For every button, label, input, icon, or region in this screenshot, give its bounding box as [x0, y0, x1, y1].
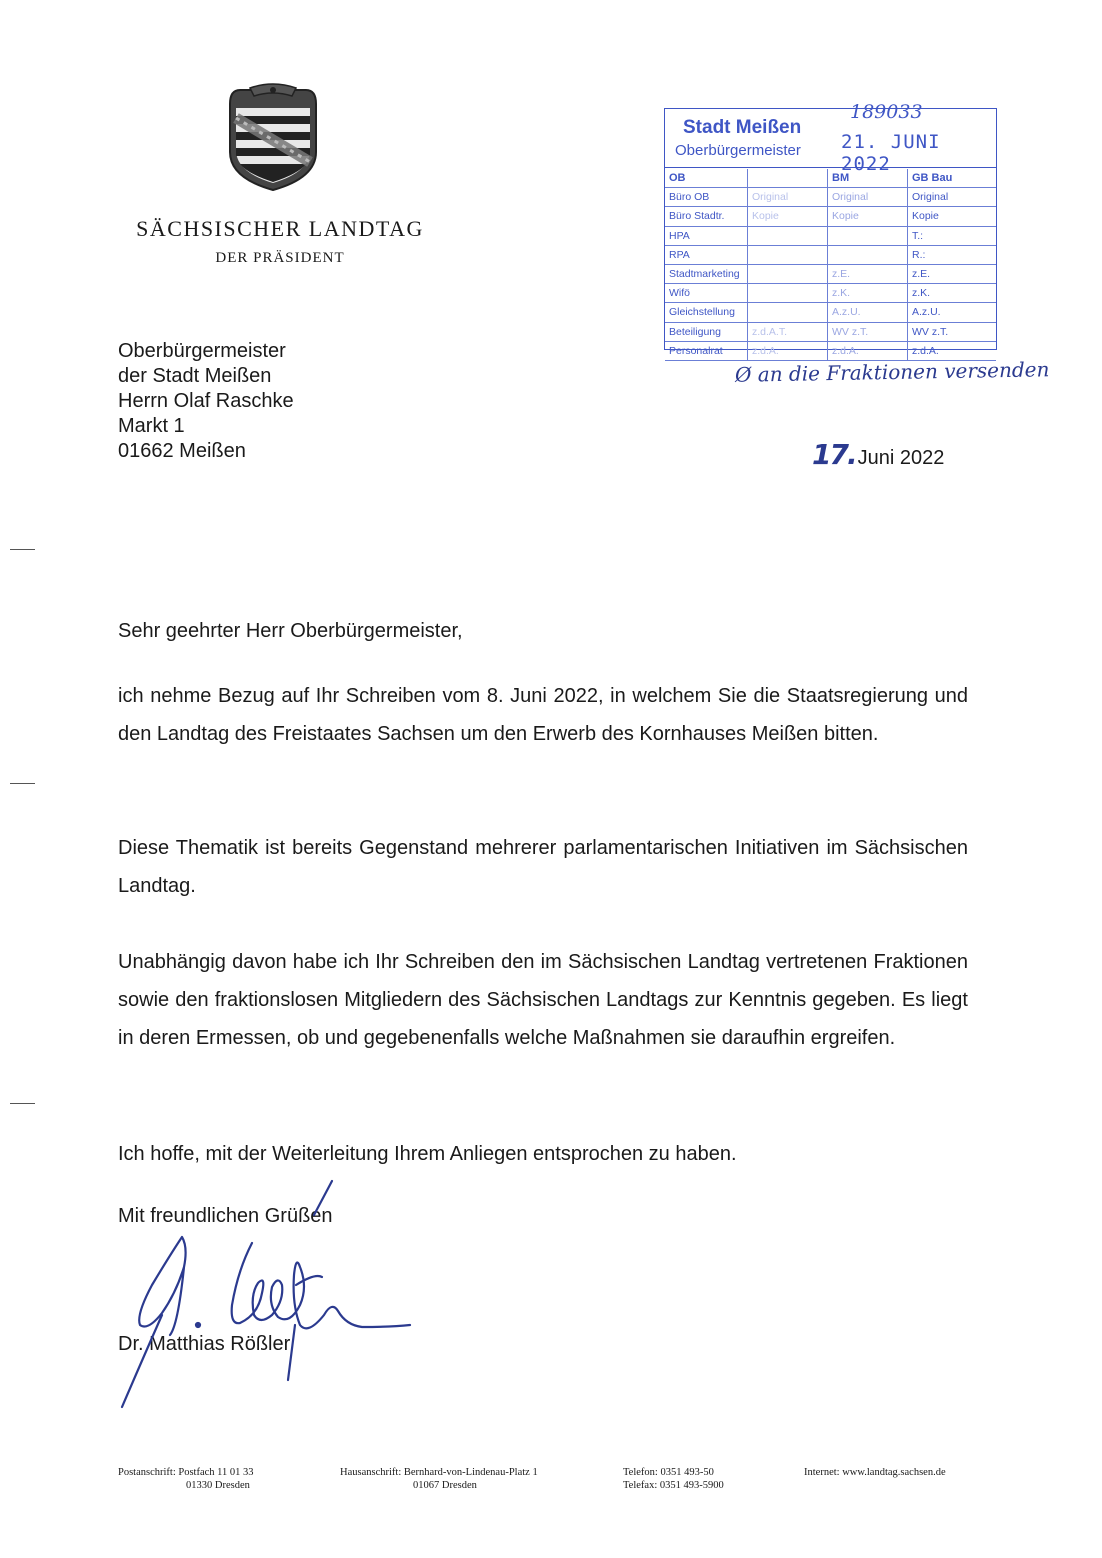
- handwritten-day: 17.: [812, 438, 856, 471]
- stamp-cell: z.E.: [908, 264, 997, 283]
- stamp-row: [665, 341, 996, 360]
- stamp-cell: Original: [828, 188, 908, 207]
- stamp-cell: Kopie: [748, 207, 828, 226]
- stamp-cell: HPA: [665, 226, 748, 245]
- footer-phone-number: Telefon: 0351 493-50: [623, 1467, 714, 1478]
- footer-value: Postfach 11 01 33: [178, 1467, 254, 1478]
- letter-date: [812, 438, 944, 471]
- stamp-cell: [748, 264, 828, 283]
- stamp-row: [665, 226, 996, 245]
- stamp-cell: Kopie: [908, 207, 997, 226]
- handwritten-signature: [100, 1175, 420, 1410]
- handwritten-annotation: Ø an die Fraktionen versenden: [734, 357, 1050, 387]
- stamp-cell: Kopie: [828, 207, 908, 226]
- organization-name: SÄCHSISCHER LANDTAG: [136, 216, 424, 241]
- footer-value: 01067 Dresden: [413, 1480, 477, 1491]
- address-line: Markt 1: [118, 415, 185, 437]
- stamp-cell: z.E.: [828, 264, 908, 283]
- stamp-cell: Stadtmarketing: [665, 264, 748, 283]
- body-paragraph: Unabhängig davon habe ich Ihr Schreiben den im Sächsischen Landtag vertretenen Fraktionen sowie den fraktionslosen Mitgliedern des Sächsischen Landtags zur Kenntnis gegeben. Es liegt in deren Ermessen, ob und gegebenenfalls welche Maßnahmen sie daraufhin ergreifen.: [118, 951, 968, 1049]
- stamp-row: [665, 245, 996, 264]
- footer-value: 01330 Dresden: [186, 1480, 250, 1491]
- stamp-row: [665, 207, 996, 226]
- stamp-cell: Büro Stadtr.: [665, 207, 748, 226]
- stamp-cell: Büro OB: [665, 188, 748, 207]
- fold-mark-top: [10, 549, 35, 550]
- address-line: Herrn Olaf Raschke: [118, 390, 294, 412]
- address-line: 01662 Meißen: [118, 440, 246, 462]
- office-name: DER PRÄSIDENT: [215, 250, 345, 266]
- fold-mark-middle: [10, 783, 35, 784]
- received-stamp: [664, 101, 997, 357]
- stamp-cell: z.d.A.: [748, 341, 828, 360]
- stamp-cell: A.z.U.: [828, 303, 908, 322]
- signer-name: Dr. Matthias Rößler: [118, 1333, 291, 1355]
- stamp-header-cell: OB: [665, 169, 748, 188]
- stamp-cell: T.:: [908, 226, 997, 245]
- footer-house-address: [340, 1466, 538, 1492]
- stamp-cell: Personalrat: [665, 341, 748, 360]
- body-paragraph: ich nehme Bezug auf Ihr Schreiben vom 8. Juni 2022, in welchem Sie die Staatsregierung und den Landtag des Freistaates Sachsen um den Erwerb des Kornhauses Meißen bitten.: [118, 685, 968, 745]
- footer-value: Bernhard-von-Lindenau-Platz 1: [403, 1467, 538, 1478]
- stamp-cell: Gleichstellung: [665, 303, 748, 322]
- stamp-header-cell: GB Bau: [908, 169, 997, 188]
- address-line: der Stadt Meißen: [118, 365, 272, 387]
- stamp-cell: z.d.A.: [908, 341, 997, 360]
- address-line: Oberbürgermeister: [118, 340, 286, 362]
- stamp-cell: Original: [908, 188, 997, 207]
- stamp-city: Stadt Meißen: [683, 117, 802, 138]
- footer-postal-address: [118, 1466, 254, 1492]
- stamp-cell: [748, 226, 828, 245]
- stamp-cell: z.d.A.: [828, 341, 908, 360]
- stamp-header-row: [665, 169, 996, 188]
- stamp-cell: [748, 284, 828, 303]
- footer-fax-number: Telefax: 0351 493-5900: [623, 1480, 724, 1491]
- stamp-row: [665, 264, 996, 283]
- stamp-title: Oberbürgermeister: [675, 142, 801, 159]
- stamp-cell: [748, 303, 828, 322]
- stamp-header: [665, 101, 996, 175]
- stamp-cell: WV z.T.: [828, 322, 908, 341]
- stamp-row: [665, 188, 996, 207]
- stamp-row: [665, 284, 996, 303]
- stamp-row: [665, 322, 996, 341]
- stamp-cell: Beteiligung: [665, 322, 748, 341]
- stamp-cell: WV z.T.: [908, 322, 997, 341]
- stamp-cell: Wifö: [665, 284, 748, 303]
- footer-phone: [623, 1466, 724, 1492]
- body-paragraph: Diese Thematik ist bereits Gegenstand mehrerer parlamentarischen Initiativen im Sächsischen Landtag.: [118, 837, 968, 897]
- body-paragraph: Ich hoffe, mit der Weiterleitung Ihrem Anliegen entsprochen zu haben.: [118, 1143, 737, 1165]
- stamp-number: 189033: [850, 101, 923, 123]
- stamp-cell: z.d.A.T.: [748, 322, 828, 341]
- stamp-cell: z.K.: [908, 284, 997, 303]
- stamp-routing-table: [665, 169, 996, 361]
- stamp-cell: RPA: [665, 245, 748, 264]
- footer-label: Hausanschrift:: [340, 1467, 402, 1478]
- stamp-cell: [828, 226, 908, 245]
- stamp-cell: z.K.: [828, 284, 908, 303]
- footer-internet: Internet: www.landtag.sachsen.de: [804, 1467, 946, 1478]
- saxony-coat-of-arms-icon: [222, 82, 324, 194]
- printed-date: Juni 2022: [857, 447, 945, 469]
- stamp-cell: Original: [748, 188, 828, 207]
- closing-phrase: Mit freundlichen Grüßen: [118, 1205, 333, 1227]
- stamp-cell: [748, 245, 828, 264]
- footer-label: Postanschrift:: [118, 1467, 176, 1478]
- salutation: Sehr geehrter Herr Oberbürgermeister,: [118, 620, 463, 642]
- stamp-cell: R.:: [908, 245, 997, 264]
- stamp-cell: [828, 245, 908, 264]
- stamp-date: 21. JUNI 2022: [841, 131, 941, 175]
- stamp-row: [665, 303, 996, 322]
- recipient-address: [118, 339, 294, 464]
- fold-mark-bottom: [10, 1103, 35, 1104]
- stamp-cell: A.z.U.: [908, 303, 997, 322]
- stamp-header-cell: [748, 169, 828, 188]
- stamp-header-cell: BM: [828, 169, 908, 188]
